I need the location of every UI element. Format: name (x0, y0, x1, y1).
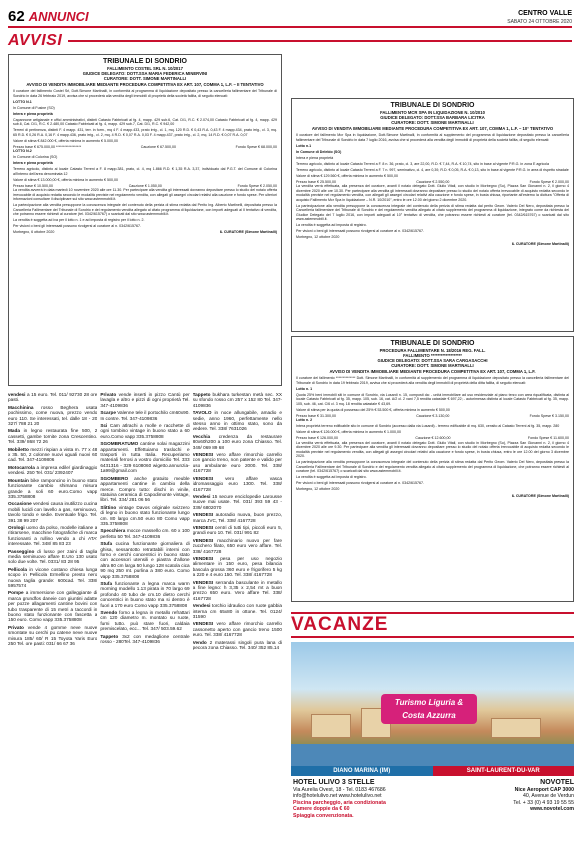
avvisi-heading (8, 32, 572, 50)
ad-building (311, 714, 351, 738)
classified-ad: Mada in legno restaurata fine 500, 2 cassetti, gambe tornite zona Crescentino. Tel. 339/ 868 72 26 (8, 428, 98, 445)
hotel-name: HOTEL ULIVO 3 STELLE (293, 779, 375, 786)
notice-sub: PROCEDURA FALLIMENTARE N. 18/2016 REG. FALL. (379, 348, 486, 353)
notice-paragraph: Terreno agricolo, distinto al locale Catasto Terreni a F. 8 mapp.381, prato, cl. 4, mq 1.866 R.D. € 1,35 R.A. 3,37, individuato dal P.G.T. del Comune di Colorina all'interno dell'area denominata 12 (13, 167, 277, 176)
price-deposit: Cauzione € 1.050,00 (128, 183, 162, 188)
classified-ad: Vendesi torchio idraulico con ruote gabbia interna cm 65x80 in ottone. Tel. 0124/ 31590 (192, 603, 282, 620)
notice-paragraph: Valore di stima € 129.560 €, offerta minima in aumento € 500,00 (296, 173, 398, 178)
masthead (507, 10, 572, 26)
price-deposit: Cauzione € 2.550,00 (416, 179, 450, 184)
hotel-feature: Spiaggia convenzionata. (293, 812, 354, 819)
price-deposit: Cauzione € 67.500,00 (140, 144, 176, 149)
ad-location-bar (291, 766, 574, 776)
notice-paragraph: Terreno agricolo, distinto al locale Catasto Terreni a F. 7 n. 997, seminativo, cl. 4, are 0,39, R.D. € 0,05, R.A. € 0,13, sito in base al vigente P.R.G. in area di rispetto stradale (296, 167, 569, 172)
vacanze-title: VACANZE (291, 614, 389, 635)
price-base: Prezzo base € 126.000,00 (296, 436, 338, 440)
classified-ad: Vecchia credenza da restaurare 80x60h200 a 100 euro zona Chiasso. Tel. 349/ 069 89 68 (192, 433, 282, 450)
classified-ad: VENDESI vero affare vasca idromassaggio euro 1300. Tel. 338/ 4167728 (192, 475, 282, 492)
price-base: Prezzo base € 25.500,00 (296, 179, 336, 184)
ad-banner (381, 694, 477, 724)
classified-ad: Privato vende inserti in pizzo Cantù per lavagla e altro e pizzi di ogni proprietà Tel. 347-4109836 (100, 392, 190, 408)
ad-sea (291, 744, 574, 766)
classified-ad: VENDESI vero affare rimorchio carrello con gancio treno, non patente e valido per uso ambulante euro 2000. Tel. 338/ 4167728 (192, 452, 282, 474)
notice-paragraph: La partecipazione alla vendita presuppone la conoscenza integrale del contenuto della perizia di stima redatta dal Perito Ing. Alberto Martinelli, depositata presso la Cancelleria Fallimentare del Tribunale di Sondrio e del regolamento vendita allegato al citato programma di liquidazione, con importi adeguati al II tentativo di vendita, che potranno essere richiesti al curatore (tel. 0342/615767) o scaricati dal sito www.astemmobili.it. (13, 203, 277, 216)
hotel-address: Via Aurelia Ovest, 18 - Tel. 0183 467686 (293, 787, 386, 793)
classified-column-2 (100, 392, 189, 828)
ad-banner-line2: Costa Azzurra (402, 711, 456, 720)
classified-ad: Scarpe Valenne tele il portochilo cm60x90. In contre. Tel. 347-4109836 (100, 410, 190, 421)
classified-ad: Mobiletto mezzi rispian a vista m. 77 x 48 x 35. 50, 2 colonne nuovi uguali nuovi 60 cad. Tel. 347-4109806 (8, 446, 98, 463)
classified-ad: VENDESI pesa per uso negozio alimentare in 150 euro, pesa bilancia bascula grossa 360 euro e frigorifero 5 kg a 220 e 4 euro 150. Tel. 338/ 4167728 (192, 555, 282, 578)
notice-paragraph: Valore di stima € 842.000 €, offerta minima in aumento € 5.000,00 (13, 138, 118, 143)
notice-signature: IL CURATORE (Simone Martinalli) (511, 241, 569, 246)
classified-ad: Svendo forno a legna in metallo refrattari cm 120 diametro m. montato su ruote, furni tutto. può stare fuori, caldaia premiscelato, ecc... Tel. 347/ 503.59.62 (100, 610, 190, 632)
notice-judge: GIUDICE DELEGATO: DOTT.SSA MARIA FEDERICA MINERVINI (82, 71, 208, 76)
lot-label: LOTTO N.2 (13, 149, 32, 153)
notice-avviso: AVVISO DI VENDITA IMMOBILIARE MEDIANTE PROCEDURA COMPETITIVA EX ART. 107, COMMA 1, L.F. (329, 369, 536, 374)
classified-ad: Macchinina rosso Beghera usata pochissimo, come nuova, prezzo vendo euro 110. Se interessati, tel. dalle 18 - 20 327/ 788 21 20 (8, 404, 98, 427)
avvisi-rule (68, 40, 572, 42)
classified-ad: vendesi a 15 euro. Tel. 011/ 92730 28 ore pasti. (8, 392, 98, 403)
ad-coast-image (291, 642, 574, 766)
ad-location-left: DIANO MARINA (IM) (291, 766, 433, 776)
classified-ad: SGOMBRATUMO cantine solai magazzini appartamenti. Effettuiamo traslochi e trasporti in tutta Italia. Recuperiamo materiali ferrosi a vostro domicilio Tel. 333 6431316 - 329 6108060 wigetto.annunzia-1a99@gmail.com (100, 441, 190, 474)
price-fees: Fondo Spese € 68.000,00 (235, 144, 277, 149)
notice-mcr (291, 98, 574, 332)
novotel-address: 40, Avenue de Verdun (523, 793, 574, 800)
lot-location: In Comune di Delebio (SO) (296, 149, 342, 154)
vacanze-heading (291, 612, 574, 638)
price-fees: Fondo Spese € 3.150,00 (529, 413, 569, 418)
notice-signature: IL CURATORE (Simone Martinalli) (511, 493, 569, 498)
notice-date: Morbegno, 12 ottobre 2020 (296, 487, 340, 491)
issue-date: SABATO 24 OTTOBRE 2020 (507, 19, 572, 25)
classified-ad: Sci Cam atlrachi a molle e racchette di ogni tombino vintage in buono stato a 60 euro.Como vapp 335.3758808 (100, 423, 190, 439)
notice-sub: FALLIMENTO COSTEL SRL N. 10/2017 (107, 66, 183, 71)
ad-building (491, 718, 541, 738)
lot-label: Lotto n.1 (296, 143, 312, 148)
notice-paragraph: La partecipazione alla vendita presuppone la conoscenza integrale del contenuto della perizia di stima redatta dal Perito Geom. Valerio Del Nero, depositata presso la Cancelleria Fallimentare del Tribunale di Sondrio e del regolamento vendita allegato al citato supplemento del programma di liquidazione, che potranno essere richiesti al curatore (tel. 0342/615767) o scaricati dal sito www.astemmobili.it. (296, 460, 569, 473)
classified-ad: Privato vende 4 gomme neve nuove smontate su cerchi pu catene neve nuove misura 185/ 60/ R 15 Toyota Yaris Euro 250 Tel. ore pasti: 031/ 66 67 36 (8, 624, 98, 647)
notice-paragraph: Il curatore del fallimento Mcr Spa in liquidazione, Dott.Simone Martinalli, in conformità al supplemento del programma di liquidazione depositato presso la cancelleria fallimentare del Tribunale di Sondrio in data 7 luglio 2016, avvisa che si procederà alla vendita degli immobili di proprietà della società fallita, di seguito elencati: (296, 133, 569, 142)
price-deposit: Cauzione € 12.600,00 (415, 436, 451, 440)
notice-curator: CURATORE: DOTT. SIMONE MARTINALLI (103, 76, 187, 81)
notice-judge: GIUDICE DELEGATO: DOTT.SSA BARBARA LICITRA (380, 115, 485, 120)
classified-ad: SGOMBERO anche gratuito meuble appartamenti cantine in cambio della merce. Compro tutto: dischi in vinile, statuina ceramica di Capodimonte vintage, libri. Tel. 334/ 281 06 56 (100, 475, 190, 503)
notice-paragraph: La vendita è soggetta ad iva per il lotto n. 1 e ad imposta di registro per il lotto n. 2. (13, 218, 145, 222)
notice-avviso: AVVISO DI VENDITA IMMOBILIARE MEDIANTE PROCEDURA COMPETITIVA EX ART. 107, COMMA 1, L.F. – II TENTATIVO (26, 82, 264, 87)
hotel-feature: Camere doppie da € 60 (293, 806, 350, 813)
notice-paragraph: Il curatore del fallimento ************** Dott. Simone Martinalli, in conformità al supplemento del programma di liquidazione depositato presso la cancelleria fallimentare del Tribunale di Sondrio in data 19 febbraio 2019, avvisa che si procederà alla vendita degli immobili di proprietà della ditta fallita, di seguito elencati: (296, 376, 569, 385)
ad-location-right: SAINT-LAURENT-DU-VAR (433, 766, 575, 776)
notice-costel (8, 54, 282, 386)
notice-date: Morbegno, 6 ottobre 2020 (13, 230, 55, 234)
novotel-name: Nice Aeroport CAP 3000 (514, 787, 574, 793)
classified-ad: Orologi uomo da polso, modelle italiane a ritirarsene, macchine fotografiche di marca funzionanti a rullino vendo a chi ATA' interessate. Tel. 348/ 85 83 23 (8, 524, 98, 547)
classified-ad: Passeggino di lusso per zaini di taglia media seminuovo affare E.Uro 130 usato solo due volte. Tel. 0331/ 83 28 95 (8, 548, 98, 565)
notice-paragraph: Per visioni o beni gli interessati possono rivolgersi al curatore al n. 0342/615767. (13, 224, 142, 228)
ad-novotel (446, 778, 574, 813)
classified-column-1 (8, 392, 97, 828)
notice-paragraph: Intera proprietà terreno edificabile sito in comune di Sondrio (accesso dalla via Lusardi) - terreno edificabile di mq. 630, censito al Catasto Terreni al fg. 35, mapp. 280 (296, 424, 560, 428)
lot-location: In Comune di Fusine (SO) (13, 105, 55, 110)
novotel-brand: NOVOTEL (540, 779, 574, 786)
notice-bankrupt: FALLIMENTO ******************* (403, 353, 462, 358)
classified-ad: Tappeto bukhara turkestan metà sec. XX su sfondo rosso cm 257 x 152 80 Tel. 347-4109836 (192, 392, 282, 408)
notice-curator: CURATORE: DOTT. SIMONE MARTINALLI (391, 120, 474, 125)
classified-ad: Vendesi 15 secure enciclopedie Larousse nuove mai usate. Tel. 031/ 393 59 43 - 339/ 6802070 (192, 493, 282, 510)
notice-title: TRIBUNALE DI SONDRIO (390, 102, 475, 109)
classified-ad: VENDESI centri di tutti tipi, piccoli euro 5, grandi euro 10. Tel. 031/ 991 82 (192, 524, 282, 536)
price-fees: Fondo Spese € 11.600,00 (527, 436, 569, 440)
notice-paragraph: Terreni di pertinenza, distinti F. 4 mapp. 431, terr. in form., mq 4 F. 4 mapp.433, prato irrig., cl. 1, mq. 120 R.D. € 0,43 R.A. 0,43 F. 4 mapp.434, prato irrig., cl. 3, mq. 65 R.D. € 0,26 R.A. 0,16 F. 4 mapp.436, prato irrig., cl. 2, mq. 4 R.D. € 0,07 R.A. 0,03 F. 4 mapp.437, prato irrig., cl. 2, mq. 14 R.D. € 0,07 R.A. 0,07 (13, 128, 277, 137)
classifieds (8, 392, 282, 828)
classified-ad: TAVOLO in noce allungabile, amadio e sedie, anno 1960, perfettamente nello stesso anno in ottimo stato, sono da vedere. Tel. 338/ 7631026 (192, 410, 282, 432)
price-row (296, 436, 569, 441)
notice-title: TRIBUNALE DI SONDRIO (103, 58, 187, 65)
lot-label: Lotto n. 1 (296, 386, 313, 391)
notice-paragraph: La partecipazione alla vendita presuppone la conoscenza integrale del contenuto della perizia di stima redatta dal perito Geom. Valerio Del Nero, depositata presso la Cancelleria fallimentare del Tribunale di Sondrio e del regolamento vendita allegato al citato supplemento del programma di liquidazione, integrato come da richiesta del Giudice Delegato del 7 luglio 2016, con importi adeguati al 10° tentativo di vendita, che potranno essere richiesti al curatore (tel. 0342/615767) o scaricati dal sito www.astemmobili.it. (296, 203, 569, 221)
classified-ad: Pellicola in vicone costano chiesa lunga scopo in Pellicola Ermellino presto nero nuova taglia grande: 600cad. Tel. 338/ 5957574 (8, 566, 98, 588)
notice-paragraph: Valore di stima per la quota di possesso del 25% € 53.500 €, offerta minima in aumento € 500,00 (296, 407, 450, 412)
page-number: 62 (8, 8, 25, 25)
novotel-web[interactable]: www.novotel.com (530, 806, 574, 813)
sign-row (13, 230, 277, 235)
price-base: Prezzo base € 10.500,00 (13, 183, 53, 188)
notice-date: Morbegno, 12 ottobre 2020 (296, 235, 340, 239)
classified-ad: Tappeto 3x2 con medaglione centrale rosso - 280Tel. 347-4109836 (100, 633, 190, 645)
classified-ad: Mountain bike ramponcino in buono stato funzionante cambio shimano misura grande a soli 60 euro.Como vapp 335.3758808 (8, 477, 98, 499)
price-base: Prezzo base € 31.300,00 (296, 413, 336, 418)
notice-paragraph: La vendita avverrà in data martedì 10 novembre 2020 alle ore 11.30. Per partecipare alla vendita gli interessati dovranno depositare presso lo studio del notaio offerta irrevocabile di acquisto redatta secondo le modalità previste nel regolamento vendita, con allegati gli assegni circolari relativi alla cauzione e fondo spese. Per ulteriori informazioni consultare il disciplinare sul sito www.astemmobili.it. (13, 188, 277, 201)
notice-paragraph: La vendita verrà effettuata, alla presenza del curatore, avanti il notaio delegato Dott. Giulio Vitali, con studio in Morbegno (So), Piazza San Giovanni n. 2, il giorno 4 dicembre 2020 alle ore 10.30. Per partecipare alla vendita gli interessati dovranno depositare presso lo studio del notaio offerta irrevocabile di acquisto redatta secondo le modalità previste nel regolamento vendita, con allegati gli assegni circolari relativi alla cauzione e fondo spese, in busta chiusa, riportante all'esterno la dicitura "Offerta di acquisto Fallimento Mcr Spa in liquidazione – N.R. 10/2010", entro le ore 12.00 del giorno 2 dicembre 2020. (296, 184, 569, 202)
lot-ownership: Intera e piena proprietà (296, 155, 334, 160)
price-row (13, 145, 277, 150)
lot-label: LOTTO N.1 (13, 99, 32, 104)
brand-name: CENTRO VALLE (518, 10, 572, 17)
notice-paragraph: La vendita è soggetta ad imposta di registro. (296, 223, 367, 227)
price-fees: Fondo Spese € 2.050,00 (237, 183, 277, 188)
page-header (8, 8, 572, 28)
classified-ad: VENDESI vero affare rimorchio carrello cassonetto aperto con gancio treno 1500 euro. Tel. 338/ 4167728 (192, 621, 282, 638)
notice-paragraph: Valore di stima € 126.000 €, offerta minima in aumento € 1.000,00 (296, 430, 401, 434)
classified-column-3 (193, 392, 282, 828)
notice-paragraph: Valore di stima € 13.000,00 €, offerta minima in aumento € 500,00 (13, 177, 118, 182)
notice-paragraph: La vendita verrà effettuata, alla presenza del curatore, avanti il notaio delegato Dott. Giulio Vitali, con studio in Morbegno (So), Piazza San Giovanni n. 2, il giorno 4 dicembre 2020 alle ore 9.30. Per partecipare alla vendita gli interessati dovranno depositare presso lo studio del notaio offerta irrevocabile di acquisto redatta secondo le modalità previste nel regolamento vendita, con allegati gli assegni circolari relativi alla cauzione e fondo spese, in busta chiusa, entro le ore 12.00 del giorno 3 dicembre 2020. (296, 440, 569, 458)
lot-label: Lotto n. 2 (296, 418, 313, 422)
ad-hotel-ulivo (293, 778, 443, 819)
notice-avviso: AVVISO DI VENDITA IMMOBILIARE MEDIANTE PROCEDURA COMPETITIVA EX ART. 107, COMMA 1, L.F. – 10° TENTATIVO (311, 126, 554, 131)
lot-location: In Comune di Colorina (SO) (13, 155, 58, 159)
classified-ad: Pompe a immersione con galleggiante di marca grundfos daneie con giuntini adatte per pozze allagamenti cantine bovini con tubo trasparente di 15 metri a taccordi in buono stato funzionante con fascetta a 150 euro. Como vapp 335.3758808 (8, 590, 98, 623)
hotel-contact[interactable]: info@hotelulivo.net www.hotelulivo.net (293, 793, 382, 800)
notice-sub: FALLIMENTO MCR SPA IN LIQUIDAZIONE N. 10/2010 (380, 110, 485, 115)
section-label: ANNUNCI (28, 9, 89, 24)
notice-paragraph: Per visioni o beni gli interessati possono rivolgersi al curatore al n. 0342/615767. (296, 229, 425, 233)
price-fees: Fondo Spese € 2.000,00 (529, 179, 569, 184)
notice-paragraph: La vendita è soggetta ad imposta di registro. (296, 475, 367, 479)
classified-ad: VENDESI serranda basculante in metallo a fine legno: h 3,35 x 2,54 mt a buon prezzo 650 euro. Vero affare Tel. 338/ 4167728 (192, 579, 282, 601)
notice-paragraph: Quota 25% beni immobili siti in comune di Sondrio, via Lusardi n. 15, composti da: - unità immobiliare ad uso residenziale al piano terzo con area riqualificata, distinta al locale Catasto Fabbricati al fg. 35, mapp. 105, sub. 16, cat. A/2 cl. 2 vani 7,5 rendita catastale € 697,22; - autorimessa distinta al locale Catasto Fabbricati al fg. 35, mapp. 105, sub. 46, cat. C/6 cl. 3 mq. 18 rendita catastale € 43,69. (296, 392, 569, 406)
ad-banner-line1: Turismo Liguria & (394, 698, 464, 707)
notice-title: TRIBUNALE DI SONDRIO (390, 340, 475, 347)
classified-ad: VENDESI autoradio nuova, buon prezzo, marca JVC, Tel. 338/ 4167728 (192, 512, 282, 523)
classified-ad: Vendo 2 materassi singoli pura lana di pecora zona Chiasso. Tel. 340/ 352 85.14 (192, 639, 282, 651)
lot-ownership: Intera e piena proprietà (13, 111, 53, 116)
notice-paragraph: Terreno agricolo, distinto al locale Catasto Terreni a F. 8 n. 36, prato, cl. 3, are 22,00, R.D. € 7,44, R.A. € 10,74, sito in base al vigente P.R.G. in zona E agricola (296, 161, 549, 166)
classified-ad: Specchiera mocce massello cm. 60 x 100 perfetto 50 Tel. 347-4109836 (100, 528, 190, 539)
novotel-phone: Tel. + 33 (0) 4 93 19 55 55 (513, 799, 574, 806)
classified-ad: Stufa cucina funzionante giornaliera di ghisa, sessantotto retrattabili interni con forno e cerchi concentrici in buono stato con accessori utensili e piastra d'allone altra 80 cm larga 50 lungo 128 scatola cica 90 mq 250 mt. purlina a 380 euro. Como vapp 335.3758808 (100, 541, 190, 579)
notice-paragraph: Per visioni o beni gli interessati possono rivolgersi al curatore al n. 0342/615767. (296, 481, 425, 485)
lot-ownership: Intera e piena proprietà (13, 161, 53, 165)
classified-ad: Occasione vendesi causa inutilizzo cucina mobili lucidi con lavello a gas, seminuovo, tavolo tondo e sedie. Eventuale frigo. Tel. 391 38 99 207 (8, 501, 98, 523)
notice-judge: GIUDICE DELEGATO: DOTT.SSA SARA CARGASACCHI (377, 358, 488, 363)
classified-ad: Motocarrola a impresa edile/ giardinaggio vendesi. 250 Tel. 031/ 2392407 (8, 464, 98, 476)
notice-signature: IL CURATORE (Simone Martinalli) (219, 230, 277, 234)
notice-curator: CURATORE: DOTT. SIMONE MARTINALLI (391, 363, 474, 368)
notice-proc-18-2016 (291, 336, 574, 602)
hotel-feature: Piscina parcheggio, aria condizionata (293, 799, 386, 806)
classified-ad: Stufa funzionante a legna marca warm morning modello 1.13 pirata in 70 largo 69 profondo 40 tubo de cm.10 dietro cerchi concentrici in buono stato ma si dentro è fuori a 170 euro Como vapp 335.3758808 (100, 581, 190, 608)
classified-ad: Slittino vintage Davos originale svizzero di legno in buono stato funzionante lungo cm. 80 largo cm.50 euro 80 Como vapp 335.3758808 (100, 504, 190, 526)
avvisi-title: AVVISI (8, 32, 63, 49)
notice-paragraph: Capannone artigianale e uffici amministrativi, distinti Catasto Fabbricati al fg. 4, mapp. 429 sub.6, Cat. D/1, R.C. € 2.074,00 Catasto Fabbricati al fg. 4, mapp. 429 sub.6, Cat. D/1, R.C. € 2.480,00 Catasto Fabbricati al fg. 4, mapp. 429 sub.7, Cat. D/1, R.C. € 942,00 (13, 117, 277, 126)
classified-ad: VENDESI macchinario nuovo per fare zucchero filato, 650 euro vero affare. Tel. 338/ 4167728 (192, 537, 282, 554)
price-deposit: Cauzione € 3.130,00 (416, 413, 450, 418)
price-base: Prezzo base € 675.000,00 ****************** (13, 144, 82, 149)
notice-paragraph: Il curatore del fallimento Costel Srl, Dott.Simone Martinalli, in conformità al programma di liquidazione depositato presso la cancelleria fallimentare del Tribunale di Sondrio in data 26 febbraio 2019, avvisa che si procederà alla vendita degli immobili di proprietà della società fallita, di seguito elencati: (13, 89, 277, 98)
